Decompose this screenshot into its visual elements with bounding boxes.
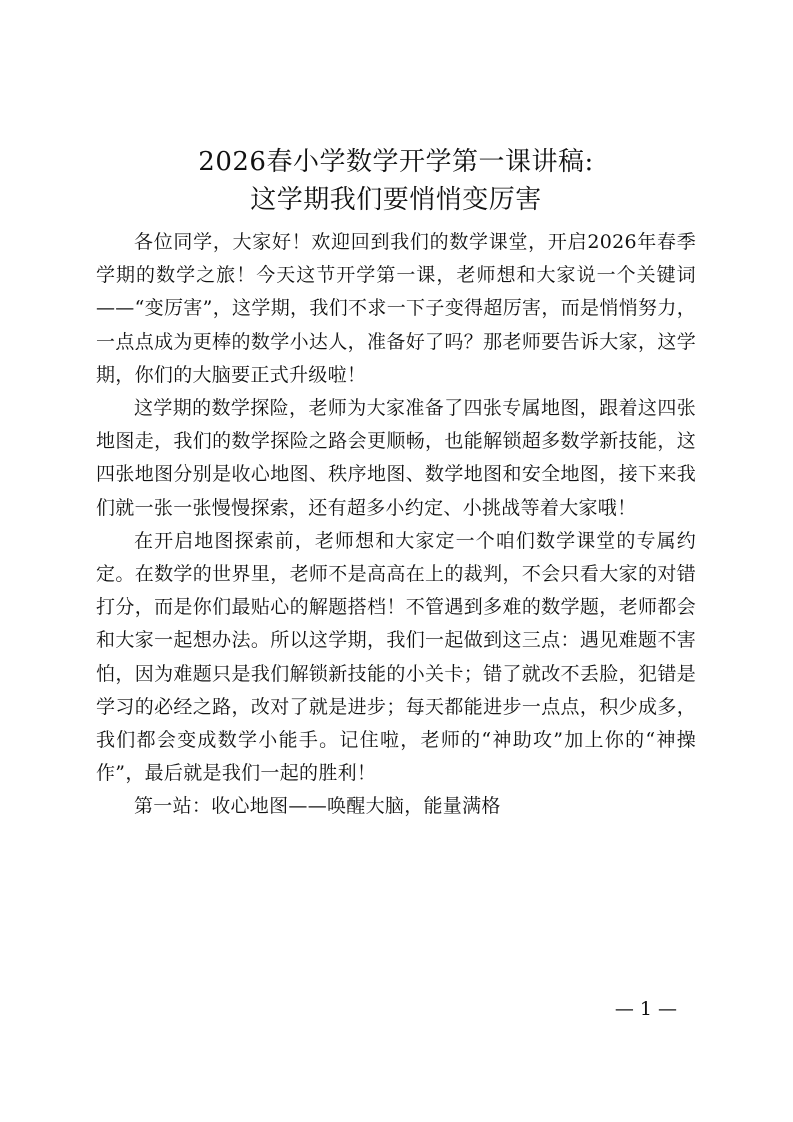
- document-title: [96, 143, 696, 219]
- title-line-2: 这学期我们要悄悄变厉害: [250, 185, 542, 215]
- paragraph-four-maps: 这学期的数学探险，老师为大家准备了四张专属地图，跟着这四张地图走，我们的数学探险之路会更顺畅，也能解锁超多数学新技能，这四张地图分别是收心地图、秩序地图、数学地图和安全地图，接下来我们就一张一张慢慢探索，还有超多小约定、小挑战等着大家哦！: [96, 397, 696, 519]
- paragraph-classroom-agreement: 在开启地图探索前，老师想和大家定一个咱们数学课堂的专属约定。在数学的世界里，老师不是高高在上的裁判，不会只看大家的对错打分，而是你们最贴心的解题搭档！不管遇到多难的数学题，老师都会和大家一起想办法。所以这学期，我们一起做到这三点：遇见难题不害怕，因为难题只是我们解锁新技能的小关卡；错了就改不丢脸，犯错是学习的必经之路，改对了就是进步；每天都能进步一点点，积少成多，我们都会变成数学小能手。记住啦，老师的“神助攻”加上你的“神操作”，最后就是我们一起的胜利！: [96, 529, 696, 785]
- section-heading-first-stop: 第一站：收心地图——唤醒大脑，能量满格: [134, 795, 501, 818]
- title-line-1: 2026春小学数学开学第一课讲稿:: [198, 147, 594, 177]
- document-body: [96, 226, 696, 824]
- paragraph-greeting: 各位同学，大家好！欢迎回到我们的数学课堂，开启2026年春季学期的数学之旅！今天这节开学第一课，老师想和大家说一个关键词——“变厉害”，这学期，我们不求一下子变得超厉害，而是悄悄努力，一点点成为更棒的数学小达人，准备好了吗？那老师要告诉大家，这学期，你们的大脑要正式升级啦！: [96, 231, 696, 386]
- page-number: — 1 —: [614, 998, 677, 1020]
